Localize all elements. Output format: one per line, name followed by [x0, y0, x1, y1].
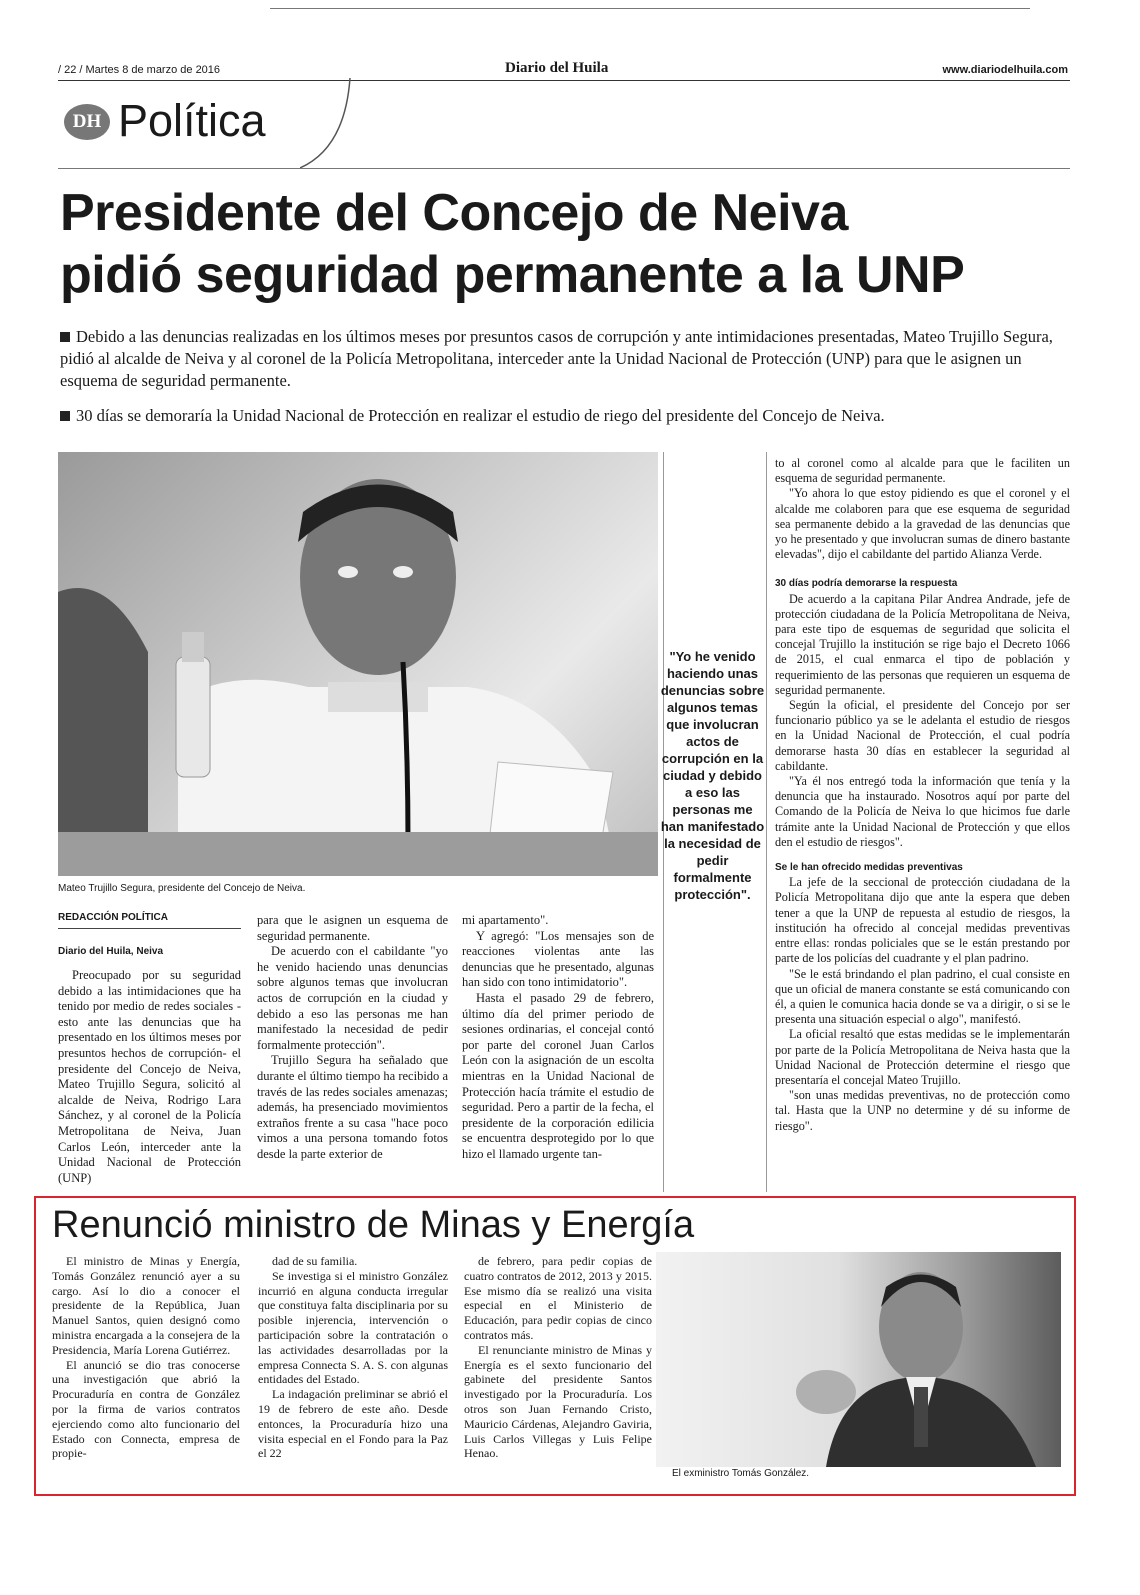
paragraph: "son unas medidas preventivas, no de protección como tal. Hasta que la UNP no determine y dé su informe de riesgo". [775, 1088, 1070, 1133]
headline-line2: pidió seguridad permanente a la UNP [60, 246, 965, 304]
article-column-2 [257, 913, 448, 1163]
section-title: Política [118, 95, 266, 146]
paragraph: de febrero, para pedir copias de cuatro contratos de 2012, 2013 y 2015. Ese mismo día se realizó una visita especial en el Ministerio de Educación, para pedir copias de cinco contratos más. [464, 1254, 652, 1342]
article2-column-3 [464, 1254, 652, 1461]
dateline: Diario del Huila, Neiva [58, 946, 164, 957]
paragraph: La oficial resaltó que estas medidas se le implementarán por parte de la Policía Metropolitana de Neiva hasta que la Unidad Nacional de Protección determine el riesgo que presentaría el concejal Mateo Trujillo. [775, 1027, 1070, 1087]
trujillo-photo [58, 452, 658, 876]
paragraph: para que le asignen un esquema de seguridad permanente. [257, 913, 448, 943]
column-rule [766, 452, 767, 1192]
paragraph: mi apartamento". [462, 913, 549, 927]
paragraph: Preocupado por su seguridad debido a las intimidaciones que ha tenido por medio de redes sociales -esto ante las denuncias que ha presentado en los últimos meses por presuntos hechos de corrupción- el presidente del Concejo de Neiva, Mateo Trujillo Segura, solicitó al alcalde de Neiva, Rodrigo Lara Sánchez, y al coronel de la Policía Metropolitana de Neiva, Juan Carlos León, interceder ante la Unidad Nacional de Protección (UNP) [58, 968, 241, 1185]
article-column-1 [58, 968, 241, 1186]
article-column-4 [775, 456, 1070, 1134]
paragraph: dad de su familia. [272, 1254, 358, 1268]
section-curve-decoration [300, 78, 360, 170]
paragraph: "Ya él nos entregó toda la información que tenía y la denuncia que ha instaurado. Nosotros aquí por parte del Comando de la Policía de Neiva lo que hicimos fue darle trámite ante la Unidad Nacional de Protección y que ellos den el estudio de riesgos". [775, 774, 1070, 849]
paragraph: "Se le está brindando el plan padrino, el cual consiste en que un oficial de manera constante se está comunicando con él, a quien le comunica hacia donde se va a dirigir, o si se le presenta una situación especial o algo", manifestó. [775, 966, 1070, 1027]
paragraph: De acuerdo a la capitana Pilar Andrea Andrade, jefe de protección ciudadana de la Policía Metropolitana de Neiva, para este tipo de esquemas de seguridad que solicita el concejal Trujillo la institución se rige bajo el Decreto 1066 de 2015, el cual enmarca el tipo de población y requerimiento de las personas que requieren un esquema de seguridad permanente. [775, 591, 1070, 697]
paragraph: La indagación preliminar se abrió el 19 de febrero de este año. Desde entonces, la Procuraduría hizo una visita especial en el Fondo para la Paz el 22 [258, 1387, 448, 1461]
subheading: 30 días podría demorarse la respuesta [775, 578, 958, 590]
masthead: Diario del Huila [505, 60, 609, 76]
subheading: Se le han ofrecido medidas preventivas [775, 862, 963, 874]
paragraph: El renunciante ministro de Minas y Energía es el sexto funcionario del gabinete del presidente Santos investigado por la Procuraduría. Los otros son Juan Fernando Cristo, Mauricio Cárdenas, Alejandro Gaviria, Luis Carlos Villegas y Luis Felipe Henao. [464, 1342, 652, 1461]
paragraph: Trujillo Segura ha señalado que durante el último tiempo ha recibido a través de las redes sociales amenazas; además, ha presenciado movimientos extraños frente a su casa "hace poco vimos a una persona tomando fotos desde la parte exterior de [257, 1053, 448, 1161]
paragraph: Y agregó: "Los mensajes son de reacciones violentas ante las denuncias que he presentado, algunas han sido con tono intimidatorio". [462, 928, 654, 990]
dh-logo: DH [64, 104, 110, 140]
trujillo-photo-illustration [58, 452, 658, 876]
gonzalez-photo [656, 1252, 1061, 1467]
lead-paragraph-2: 30 días se demoraría la Unidad Nacional de Protección en realizar el estudio de riego del presidente del Concejo de Neiva. [60, 405, 1070, 427]
gonzalez-photo-illustration [656, 1252, 1061, 1467]
paragraph: Según la oficial, el presidente del Concejo por ser funcionario público ya se le adelanta el estudio de riesgos en la Unidad Nacional de Protección, el cual podría demorarse hasta 30 días en establecer la seguridad al cabildante. [775, 698, 1070, 773]
header-rule [58, 80, 1070, 81]
section-rule [58, 168, 1070, 169]
website-link[interactable]: www.diariodelhuila.com [942, 64, 1068, 76]
paragraph: El ministro de Minas y Energía, Tomás González renunció ayer a su cargo. Así lo dio a conocer el presidente de la República, Juan Manuel Santos, quien designó como ministra encargada a la consejera de la Presidencia, María Lorena Gutiérrez. [52, 1254, 240, 1357]
bullet-square-icon [60, 411, 70, 421]
paragraph: to al coronel como al alcalde para que le faciliten un esquema de seguridad permanente. [775, 456, 1070, 486]
byline: REDACCIÓN POLÍTICA [58, 912, 168, 923]
photo2-caption: El exministro Tomás González. [672, 1468, 810, 1479]
article-column-3 [462, 913, 654, 1163]
article2-headline: Renunció ministro de Minas y Energía [52, 1204, 695, 1246]
headline [60, 182, 1080, 306]
top-rule [270, 8, 1030, 9]
pull-quote: "Yo he venido haciendo unas denuncias sobre algunos temas que involucran actos de corrupción en la ciudad y debido a eso las personas me han manifestado la necesidad de pedir formalmente protección". [660, 649, 765, 902]
paragraph: Hasta el pasado 29 de febrero, último día del primer periodo de sesiones ordinarias, el concejal contó por parte del coronel Juan Carlos León con la asignación de un escolta mientras en la Unidad Nacional de Protección hacía trámite el estudio de seguridad. Pero a partir de la fecha, el presidente de la corporación edilicia se encuentra desprotegido por lo que hizo el llamado urgente tan- [462, 990, 654, 1161]
paragraph: La jefe de la seccional de protección ciudadana de la Policía Metropolitana dijo que ante la espera que deben tener a que la UNP de repuesta al estudio de riesgos, la institución ha ofrecido al concejal medidas preventivas entre ellas: rondas policiales que se le están prestando por parte de los policías del cuadrante y el plan padrino. [775, 875, 1070, 966]
paragraph: "Yo ahora lo que estoy pidiendo es que el coronel y el alcalde me colaboren para que ese esquema de seguridad sea permanente debido a la gravedad de las denuncias que yo he presentado y que involucran sumas de dinero bastante elevadas", dijo el cabildante del partido Alianza Verde. [775, 486, 1070, 562]
lead-paragraph-1: Debido a las denuncias realizadas en los últimos meses por presuntos casos de corrupción y ante intimidaciones presentadas, Mateo Trujillo Segura, pidió al alcalde de Neiva y al coronel de la Policía Metropolitana, interceder ante la Unidad Nacional de Protección (UNP) para que le asignen un esquema de seguridad permanente. [60, 327, 1053, 390]
article2-column-2 [258, 1254, 448, 1461]
byline-rule [58, 928, 241, 929]
page-info: / 22 / Martes 8 de marzo de 2016 [58, 64, 221, 76]
photo-caption: Mateo Trujillo Segura, presidente del Concejo de Neiva. [58, 883, 306, 894]
headline-line1: Presidente del Concejo de Neiva [60, 184, 848, 242]
article2-column-1 [52, 1254, 240, 1461]
bullet-square-icon [60, 332, 70, 342]
paragraph: Se investiga si el ministro González incurrió en alguna conducta irregular que constituya falta disciplinaria por su posible injerencia, intervención o participación sobre la contratación o las actividades desarrolladas por la empresa Connecta S. A. S. con algunas entidades del Estado. [258, 1268, 448, 1387]
paragraph: De acuerdo con el cabildante "yo he venido haciendo unas denuncias sobre algunos temas que involucran actos de corrupción en la ciudad y debido a eso las personas me han manifestado la necesidad de pedir formalmente protección". [257, 944, 448, 1052]
paragraph: El anunció se dio tras conocerse una investigación que abrió la Procuraduría en contra de González por la firma de varios contratos ejerciendo como alto funcionario del Estado con Connecta, empresa de propie- [52, 1357, 240, 1461]
